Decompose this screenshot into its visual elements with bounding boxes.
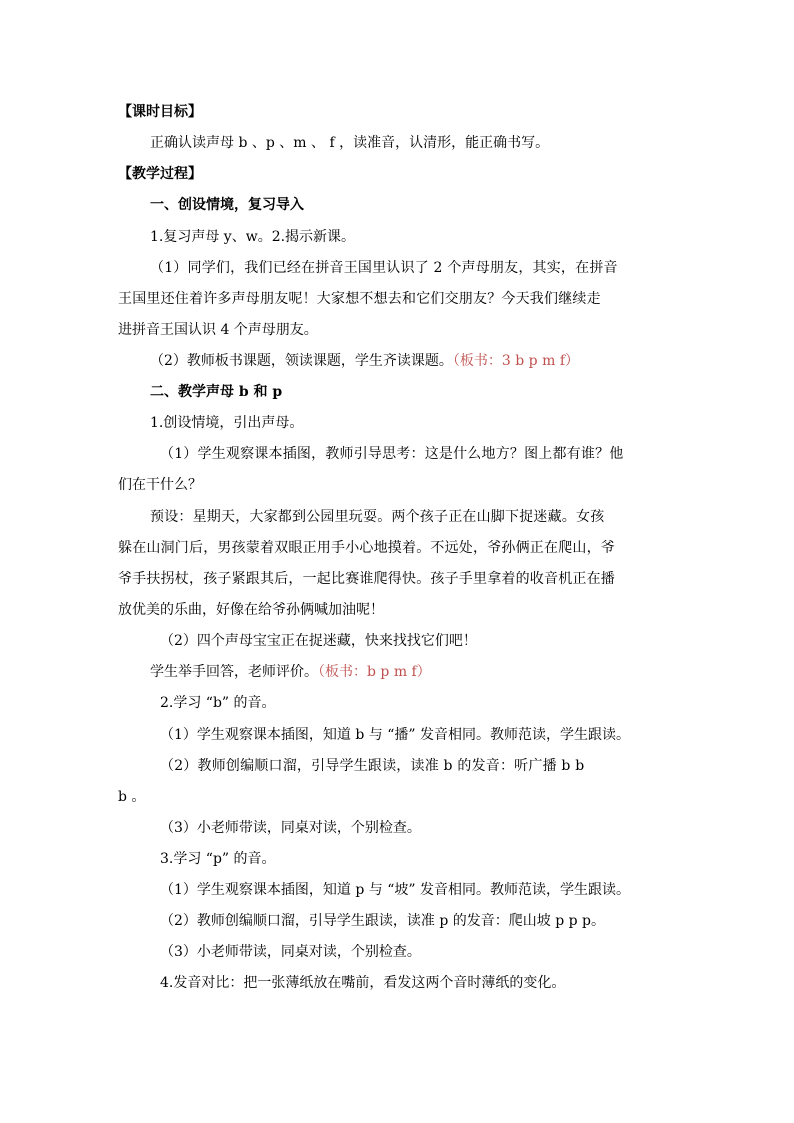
preset-line2: 躲在山洞门后，男孩蒙着双眼正用手小心地摸着。不远处，爷孙俩正在爬山，爷 <box>118 540 615 556</box>
part2-step2: 2.学习 “b” 的音。 <box>160 695 276 711</box>
b-step2-line2: b 。 <box>118 789 146 805</box>
part1-para1-line2: 王国里还住着许多声母朋友呢！大家想不想去和它们交朋友？今天我们继续走 <box>118 291 601 307</box>
part2-q1-line2: 们在干什么？ <box>118 477 202 493</box>
b-step1: （1）学生观察课本插图，知道 b 与 “播” 发音相同。教师范读，学生跟读。 <box>160 727 630 743</box>
part1-para2-text: （2）教师板书课题，领读课题，学生齐读课题。 <box>150 353 453 369</box>
part1-step1: 1.复习声母 y、w。2.揭示新课。 <box>150 229 356 245</box>
part2-answer <box>150 662 431 682</box>
part1-para2-board-note: （板书：3 b p m f） <box>452 353 579 369</box>
b-step2-line1: （2）教师创编顺口溜，引导学生跟读，读准 b 的发音：听广播 b b <box>160 758 585 774</box>
part1-para1-line1: （1）同学们，我们已经在拼音王国里认识了 2 个声母朋友，其实，在拼音 <box>150 260 618 276</box>
part2-answer-board-note: （板书：b p m f） <box>318 664 431 680</box>
p-step2: （2）教师创编顺口溜，引导学生跟读，读准 p 的发音：爬山坡 p p p。 <box>160 913 606 929</box>
part1-title: 一、创设情境，复习导入 <box>150 197 304 213</box>
part1-para2 <box>150 351 579 371</box>
part2-q1-line1: （1）学生观察课本插图，教师引导思考：这是什么地方？图上都有谁？他 <box>160 446 624 462</box>
preset-line3: 爷手扶拐杖，孩子紧跟其后，一起比赛谁爬得快。孩子手里拿着的收音机正在播 <box>118 571 615 587</box>
heading-lesson-goal: 【课时目标】 <box>118 104 202 120</box>
p-step1: （1）学生观察课本插图，知道 p 与 “坡” 发音相同。教师范读，学生跟读。 <box>160 882 630 898</box>
part2-step1: 1.创设情境，引出声母。 <box>150 415 304 431</box>
part2-q2: （2）四个声母宝宝正在捉迷藏，快来找找它们吧！ <box>160 633 477 649</box>
part2-answer-text: 学生举手回答，老师评价。 <box>150 664 318 680</box>
part2-title: 二、教学声母 b 和 p <box>150 384 283 400</box>
lesson-goal-text: 正确认读声母 b 、p 、m 、 f ，读准音，认清形，能正确书写。 <box>150 135 550 151</box>
part2-step3: 3.学习 “p” 的音。 <box>160 851 276 867</box>
b-step3: （3）小老师带读，同桌对读，个别检查。 <box>160 820 421 836</box>
part2-step4: 4.发音对比：把一张薄纸放在嘴前，看发这两个音时薄纸的变化。 <box>160 975 566 991</box>
p-step3: （3）小老师带读，同桌对读，个别检查。 <box>160 944 421 960</box>
part1-para1-line3: 进拼音王国认识 4 个声母朋友。 <box>118 322 318 338</box>
preset-line4: 放优美的乐曲，好像在给爷孙俩喊加油呢！ <box>118 602 384 618</box>
heading-teaching-process: 【教学过程】 <box>118 166 202 182</box>
preset-line1: 预设：星期天，大家都到公园里玩耍。两个孩子正在山脚下捉迷藏。女孩 <box>150 509 605 525</box>
